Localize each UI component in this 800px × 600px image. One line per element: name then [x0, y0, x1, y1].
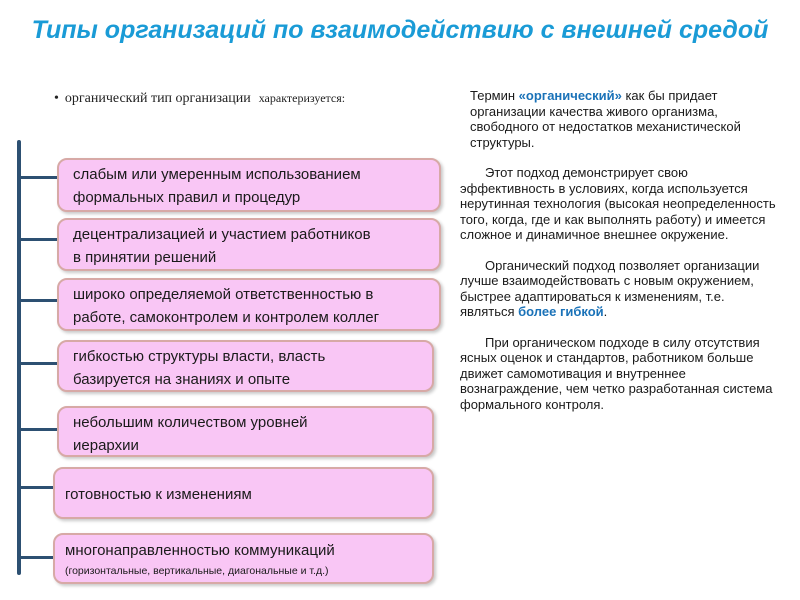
- highlight-term: «органический»: [518, 88, 622, 103]
- feature-line: в принятии решений: [73, 249, 217, 266]
- description-paragraph: [470, 88, 778, 150]
- feature-line: децентрализацией и участием работников: [73, 226, 371, 243]
- page-title: Типы организаций по взаимодействию с внешней средой: [31, 16, 769, 44]
- feature-line: работе, самоконтролем и контролем коллег: [73, 309, 380, 326]
- text-run: .: [603, 304, 608, 319]
- feature-line: гибкостью структуры власти, власть: [73, 348, 326, 365]
- subtitle-text: органический тип организации: [64, 91, 251, 106]
- highlight-term: более гибкой: [518, 304, 604, 319]
- feature-line: широко определяемой ответственностью в: [73, 286, 374, 303]
- text-run: как бы придает организации качества живого организма, свободного от недостатков механистической структуры.: [470, 88, 741, 150]
- bullet-icon: •: [54, 91, 59, 106]
- feature-box: [57, 278, 441, 331]
- feature-note: (горизонтальные, вертикальные, диагональные и т.д.): [65, 565, 329, 577]
- feature-box: [53, 467, 434, 519]
- description-paragraph: [460, 258, 778, 320]
- subtitle: [54, 91, 345, 107]
- description-paragraph: Этот подход демонстрирует свою эффективность в условиях, когда используется нерутинная технология (высокая неопределенность того, когда, где и как выполнять работу) и имеется сложное и динамичное внешнее окружение.: [460, 165, 776, 242]
- feature-line: иерархии: [73, 437, 139, 454]
- subtitle-tail: характеризуется:: [258, 91, 346, 105]
- feature-line: готовностью к изменениям: [65, 486, 252, 503]
- feature-line: базируется на знаниях и опыте: [73, 371, 291, 388]
- feature-line: формальных правил и процедур: [73, 189, 301, 206]
- description-paragraph: При органическом подходе в силу отсутствия ясных оценок и стандартов, работником больше движет самомотивация и внутреннее вознаграждение, чем четко разработанная система формального контроля.: [460, 334, 773, 412]
- connector-line: [19, 299, 59, 302]
- text-run: Термин: [470, 88, 519, 103]
- connector-line: [19, 428, 59, 431]
- connector-line: [19, 362, 59, 365]
- feature-box: [57, 406, 434, 457]
- feature-line: многонаправленностью коммуникаций: [65, 542, 335, 559]
- feature-line: небольшим количеством уровней: [73, 414, 308, 431]
- connector-line: [19, 486, 55, 489]
- connector-line: [19, 556, 55, 559]
- feature-box: [57, 340, 434, 392]
- text-run: Органический подход позволяет организации лучше взаимодействовать с новым окружением, быстрее адаптироваться к изменениям, т.е. являться: [460, 257, 760, 319]
- feature-box: [53, 533, 434, 584]
- feature-line: слабым или умеренным использованием: [73, 166, 361, 183]
- feature-box: [57, 158, 441, 212]
- connector-line: [19, 238, 59, 241]
- connector-line: [19, 176, 59, 179]
- connector-vertical-line: [17, 140, 21, 575]
- description: [460, 88, 778, 427]
- feature-box: [57, 218, 441, 271]
